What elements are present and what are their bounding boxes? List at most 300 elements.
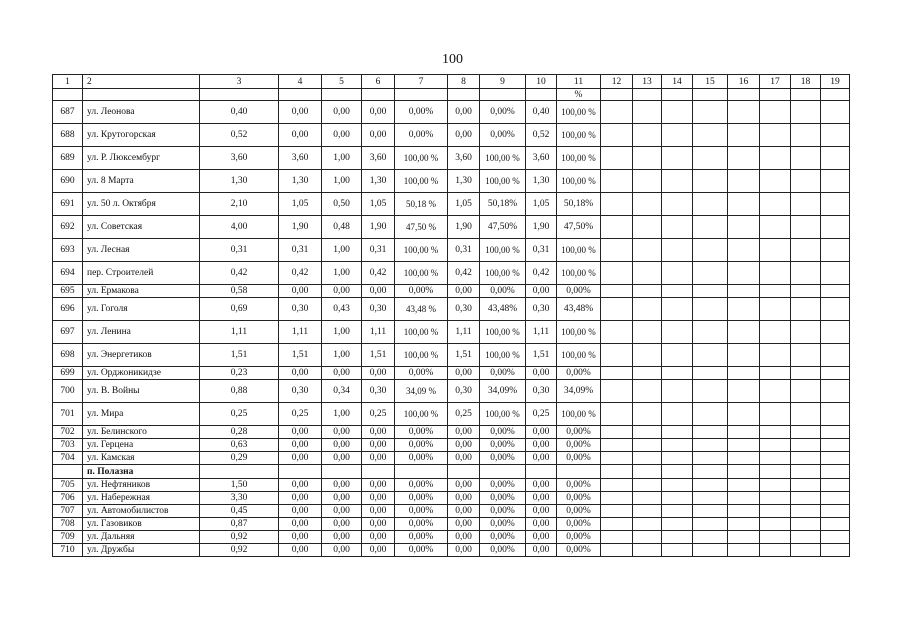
table-cell: 100,00 % (395, 239, 448, 262)
table-cell (693, 285, 728, 298)
table-cell (728, 321, 760, 344)
table-cell: 0,00 (362, 439, 395, 452)
table-cell (693, 321, 728, 344)
table-cell (791, 321, 821, 344)
table-cell: 0,30 (279, 298, 322, 321)
table-cell (601, 452, 633, 465)
table-cell (728, 262, 760, 285)
table-cell (633, 465, 662, 479)
table-cell (633, 479, 662, 492)
table-cell (760, 321, 791, 344)
table-cell: 1,30 (279, 170, 322, 193)
table-cell (728, 239, 760, 262)
table-cell: 14 (662, 75, 693, 89)
table-cell: 0,25 (526, 403, 557, 426)
table-cell (821, 505, 850, 518)
table-row (53, 492, 850, 505)
table-cell: 0,00 (322, 531, 362, 544)
table-cell: 0,25 (362, 403, 395, 426)
table-row (53, 344, 850, 367)
table-cell (633, 439, 662, 452)
table-cell: 8 (448, 75, 480, 89)
table-cell: 0,00 (362, 492, 395, 505)
table-cell: 3,60 (200, 147, 279, 170)
table-cell: 0,00% (557, 285, 601, 298)
table-cell: 1,11 (448, 321, 480, 344)
table-cell: 0,42 (200, 262, 279, 285)
table-cell (728, 452, 760, 465)
table-cell: 1,50 (200, 479, 279, 492)
table-cell (760, 124, 791, 147)
table-cell (821, 285, 850, 298)
section-row (53, 465, 850, 479)
table-cell: ул. Герцена (83, 439, 200, 452)
table-cell (526, 465, 557, 479)
table-cell (601, 216, 633, 239)
table-cell: 0,34 (322, 380, 362, 403)
table-cell: 100,00 % (395, 147, 448, 170)
table-row (53, 285, 850, 298)
table-cell: 0,00 (448, 479, 480, 492)
table-cell: 1,00 (322, 147, 362, 170)
table-cell (633, 344, 662, 367)
table-cell: 699 (53, 367, 83, 380)
table-cell (662, 321, 693, 344)
table-cell: 0,88 (200, 380, 279, 403)
table-cell: 0,30 (526, 380, 557, 403)
table-cell (693, 452, 728, 465)
table-cell (662, 367, 693, 380)
table-cell: 0,31 (526, 239, 557, 262)
table-cell (791, 465, 821, 479)
table-cell (821, 518, 850, 531)
table-cell: 0,00 (526, 505, 557, 518)
table-cell: 694 (53, 262, 83, 285)
table-cell: 0,00 (448, 492, 480, 505)
table-cell: 0,00 (526, 479, 557, 492)
table-cell: 690 (53, 170, 83, 193)
table-cell: 11 (557, 75, 601, 89)
table-cell: 0,00 (526, 439, 557, 452)
table-cell: 100,00 % (395, 344, 448, 367)
table-cell (693, 531, 728, 544)
table-cell (662, 101, 693, 124)
table-cell (693, 505, 728, 518)
table-cell (633, 170, 662, 193)
table-cell (662, 298, 693, 321)
table-cell (662, 147, 693, 170)
table-cell: 703 (53, 439, 83, 452)
table-cell (728, 426, 760, 439)
table-cell (693, 426, 728, 439)
table-cell (601, 239, 633, 262)
table-cell: 1,51 (279, 344, 322, 367)
table-cell: пер. Строителей (83, 262, 200, 285)
table-cell (760, 479, 791, 492)
table-cell (760, 439, 791, 452)
table-cell (662, 89, 693, 101)
table-cell: 0,42 (279, 262, 322, 285)
table-cell: 2,10 (200, 193, 279, 216)
table-cell (791, 344, 821, 367)
table-cell (791, 89, 821, 101)
table-cell (760, 426, 791, 439)
table-cell (821, 452, 850, 465)
table-cell: 3 (200, 75, 279, 89)
table-cell: 0,00 (362, 426, 395, 439)
table-cell: 16 (728, 75, 760, 89)
table-cell: 0,00% (395, 505, 448, 518)
table-cell: 0,00% (480, 531, 526, 544)
table-cell: 0,00 (448, 452, 480, 465)
table-cell (728, 505, 760, 518)
table-cell: 0,00 (279, 492, 322, 505)
table-cell (662, 439, 693, 452)
table-cell: 34,09 % (395, 380, 448, 403)
table-cell: 0,00 (322, 426, 362, 439)
table-cell: 0,00% (480, 124, 526, 147)
table-cell (395, 465, 448, 479)
table-cell: 0,00% (395, 101, 448, 124)
table-cell: 1,11 (526, 321, 557, 344)
table-cell (791, 492, 821, 505)
table-cell (662, 285, 693, 298)
table-cell (728, 124, 760, 147)
table-cell (362, 465, 395, 479)
table-cell (53, 465, 83, 479)
table-cell (728, 544, 760, 557)
table-cell: 1,05 (448, 193, 480, 216)
table-cell (821, 380, 850, 403)
table-cell: 0,00 (322, 124, 362, 147)
table-cell (821, 344, 850, 367)
table-cell: ул. Энергетиков (83, 344, 200, 367)
table-row (53, 298, 850, 321)
table-cell: 1,00 (322, 321, 362, 344)
table-cell (633, 505, 662, 518)
table-cell: 100,00 % (480, 170, 526, 193)
table-cell: 2 (83, 75, 200, 89)
table-cell: 693 (53, 239, 83, 262)
table-cell: 0,00% (557, 452, 601, 465)
table-cell: 0,50 (322, 193, 362, 216)
table-cell: 100,00 % (557, 170, 601, 193)
table-cell: 0,00% (557, 367, 601, 380)
table-cell: 1,90 (526, 216, 557, 239)
table-cell: 0,00% (557, 426, 601, 439)
table-cell (791, 531, 821, 544)
table-cell (601, 426, 633, 439)
table-cell (693, 262, 728, 285)
table-cell: 0,00% (395, 439, 448, 452)
table-row (53, 479, 850, 492)
table-cell (791, 479, 821, 492)
table-cell (322, 89, 362, 101)
table-cell (791, 101, 821, 124)
table-row (53, 518, 850, 531)
table-cell (728, 89, 760, 101)
table-cell (480, 465, 526, 479)
table-cell (693, 216, 728, 239)
table-cell (760, 452, 791, 465)
table-cell: 0,00 (362, 452, 395, 465)
table-cell (662, 544, 693, 557)
table-cell (601, 344, 633, 367)
table-cell (791, 403, 821, 426)
table-cell (760, 193, 791, 216)
table-cell (662, 193, 693, 216)
table-cell: 0,92 (200, 544, 279, 557)
table-cell (728, 479, 760, 492)
table-row (53, 439, 850, 452)
table-cell: 1,90 (362, 216, 395, 239)
table-cell: 0,43 (322, 298, 362, 321)
table-cell: 0,00% (480, 285, 526, 298)
table-cell (633, 101, 662, 124)
table-cell (821, 367, 850, 380)
table-cell (633, 426, 662, 439)
table-cell: 5 (322, 75, 362, 89)
table-row (53, 452, 850, 465)
table-cell (821, 426, 850, 439)
table-cell: 1,11 (200, 321, 279, 344)
table-cell (633, 89, 662, 101)
table-cell (601, 439, 633, 452)
table-cell: 0,25 (448, 403, 480, 426)
table-cell (662, 452, 693, 465)
table-cell: 0,00 (322, 452, 362, 465)
table-cell: 100,00 % (557, 403, 601, 426)
table-cell: 687 (53, 101, 83, 124)
table-cell: 0,00% (480, 367, 526, 380)
table-cell: 100,00 % (395, 262, 448, 285)
table-cell (279, 89, 322, 101)
table-cell (760, 367, 791, 380)
unit-row (53, 89, 850, 101)
table-cell: 100,00 % (480, 344, 526, 367)
table-cell: 50,18% (557, 193, 601, 216)
table-cell: 0,00 (279, 452, 322, 465)
table-cell: 1,51 (526, 344, 557, 367)
table-cell: 0,00 (448, 439, 480, 452)
table-cell (791, 439, 821, 452)
table-cell: 0,00% (557, 439, 601, 452)
table-cell: 0,00% (395, 426, 448, 439)
table-cell: 100,00 % (480, 403, 526, 426)
table-cell (662, 239, 693, 262)
table-cell: 0,40 (200, 101, 279, 124)
table-cell (760, 531, 791, 544)
table-cell: 0,00% (480, 544, 526, 557)
table-cell: 100,00 % (557, 124, 601, 147)
table-cell: 0,00 (279, 505, 322, 518)
table-cell: 0,00% (557, 479, 601, 492)
table-cell: ул. Ермакова (83, 285, 200, 298)
table-cell: 0,00 (362, 367, 395, 380)
table-cell (693, 380, 728, 403)
table-cell: 704 (53, 452, 83, 465)
table-cell (601, 492, 633, 505)
table-cell: 100,00 % (480, 147, 526, 170)
table-cell (662, 479, 693, 492)
table-cell: 705 (53, 479, 83, 492)
table-cell: 1,30 (526, 170, 557, 193)
table-cell: 3,60 (526, 147, 557, 170)
table-cell: 0,00 (279, 518, 322, 531)
table-cell: 0,00% (557, 492, 601, 505)
table-cell (601, 518, 633, 531)
table-cell: 0,00 (322, 367, 362, 380)
table-cell (633, 518, 662, 531)
table-row (53, 147, 850, 170)
table-cell (728, 465, 760, 479)
table-cell (791, 426, 821, 439)
table-row (53, 367, 850, 380)
table-cell: ул. 8 Марта (83, 170, 200, 193)
table-cell (633, 285, 662, 298)
table-cell: 0,30 (448, 298, 480, 321)
table-cell: 0,00% (480, 492, 526, 505)
table-cell: 0,00% (395, 479, 448, 492)
table-cell (791, 216, 821, 239)
table-cell (760, 505, 791, 518)
table-cell: 1,90 (448, 216, 480, 239)
table-cell (633, 124, 662, 147)
table-cell (821, 465, 850, 479)
table-cell: 0,42 (362, 262, 395, 285)
table-cell: ул. Автомобилистов (83, 505, 200, 518)
table-cell: 4 (279, 75, 322, 89)
table-cell (448, 89, 480, 101)
table-cell: ул. Дальняя (83, 531, 200, 544)
table-cell (728, 531, 760, 544)
table-cell: 6 (362, 75, 395, 89)
table-cell: 0,00 (448, 124, 480, 147)
table-row (53, 505, 850, 518)
table-cell: 0,00% (480, 439, 526, 452)
table-cell (728, 298, 760, 321)
table-cell (662, 344, 693, 367)
table-cell: 50,18% (480, 193, 526, 216)
table-cell (760, 380, 791, 403)
table-cell: 0,30 (526, 298, 557, 321)
table-cell: 0,00 (279, 367, 322, 380)
table-cell: 100,00 % (480, 321, 526, 344)
table-cell (662, 426, 693, 439)
table-cell (633, 403, 662, 426)
table-cell (821, 170, 850, 193)
table-cell (728, 147, 760, 170)
table-cell (693, 439, 728, 452)
table-cell: 0,00% (557, 518, 601, 531)
table-cell: 0,00% (557, 544, 601, 557)
table-cell: 34,09% (557, 380, 601, 403)
table-cell (601, 321, 633, 344)
table-cell: 0,00% (480, 518, 526, 531)
table-cell (728, 193, 760, 216)
table-cell (662, 403, 693, 426)
table-cell (633, 147, 662, 170)
table-cell (601, 170, 633, 193)
table-cell: 0,00% (395, 531, 448, 544)
table-cell (601, 285, 633, 298)
table-cell (662, 531, 693, 544)
table-cell (601, 479, 633, 492)
table-cell (821, 531, 850, 544)
table-cell: 3,60 (362, 147, 395, 170)
table-cell (693, 124, 728, 147)
table-cell (728, 367, 760, 380)
table-cell: 4,00 (200, 216, 279, 239)
table-cell (662, 124, 693, 147)
table-cell (200, 89, 279, 101)
table-cell: ул. Газовиков (83, 518, 200, 531)
table-cell (601, 531, 633, 544)
table-cell (633, 452, 662, 465)
table-cell (662, 170, 693, 193)
table-cell: 0,00% (395, 492, 448, 505)
table-cell (557, 465, 601, 479)
table-cell: 34,09% (480, 380, 526, 403)
table-cell: 0,00 (279, 124, 322, 147)
table-cell: 0,40 (526, 101, 557, 124)
table-cell: 0,00 (526, 367, 557, 380)
table-cell (633, 262, 662, 285)
table-cell (791, 518, 821, 531)
table-cell: 0,00 (362, 505, 395, 518)
table-cell: 1,00 (322, 344, 362, 367)
table-cell (791, 452, 821, 465)
table-cell: 0,31 (362, 239, 395, 262)
table-cell (693, 465, 728, 479)
table-cell (601, 124, 633, 147)
table-cell (601, 147, 633, 170)
table-cell (662, 380, 693, 403)
table-cell: 0,00 (279, 439, 322, 452)
table-cell: 0,30 (362, 298, 395, 321)
table-row (53, 544, 850, 557)
table-cell (279, 465, 322, 479)
table-cell: 0,42 (526, 262, 557, 285)
table-cell: 0,00 (448, 285, 480, 298)
table-cell: 0,00 (526, 452, 557, 465)
table-cell (728, 439, 760, 452)
table-cell (662, 505, 693, 518)
table-cell (821, 147, 850, 170)
table-cell: 0,00 (362, 285, 395, 298)
table-cell (821, 89, 850, 101)
table-cell: 43,48 % (395, 298, 448, 321)
table-cell (633, 298, 662, 321)
table-cell: 0,00 (362, 531, 395, 544)
table-cell: 0,52 (200, 124, 279, 147)
table-cell: 1,51 (448, 344, 480, 367)
table-cell (633, 367, 662, 380)
table-cell: 50,18 % (395, 193, 448, 216)
table-cell: 100,00 % (557, 262, 601, 285)
table-cell: 692 (53, 216, 83, 239)
table-cell: 1,00 (322, 403, 362, 426)
table-cell: 702 (53, 426, 83, 439)
table-cell: 0,00 (448, 544, 480, 557)
table-cell: 0,00 (279, 531, 322, 544)
table-cell: 700 (53, 380, 83, 403)
table-cell: 0,00 (279, 479, 322, 492)
table-cell: 708 (53, 518, 83, 531)
table-cell (526, 89, 557, 101)
table-cell: % (557, 89, 601, 101)
table-cell: 0,45 (200, 505, 279, 518)
